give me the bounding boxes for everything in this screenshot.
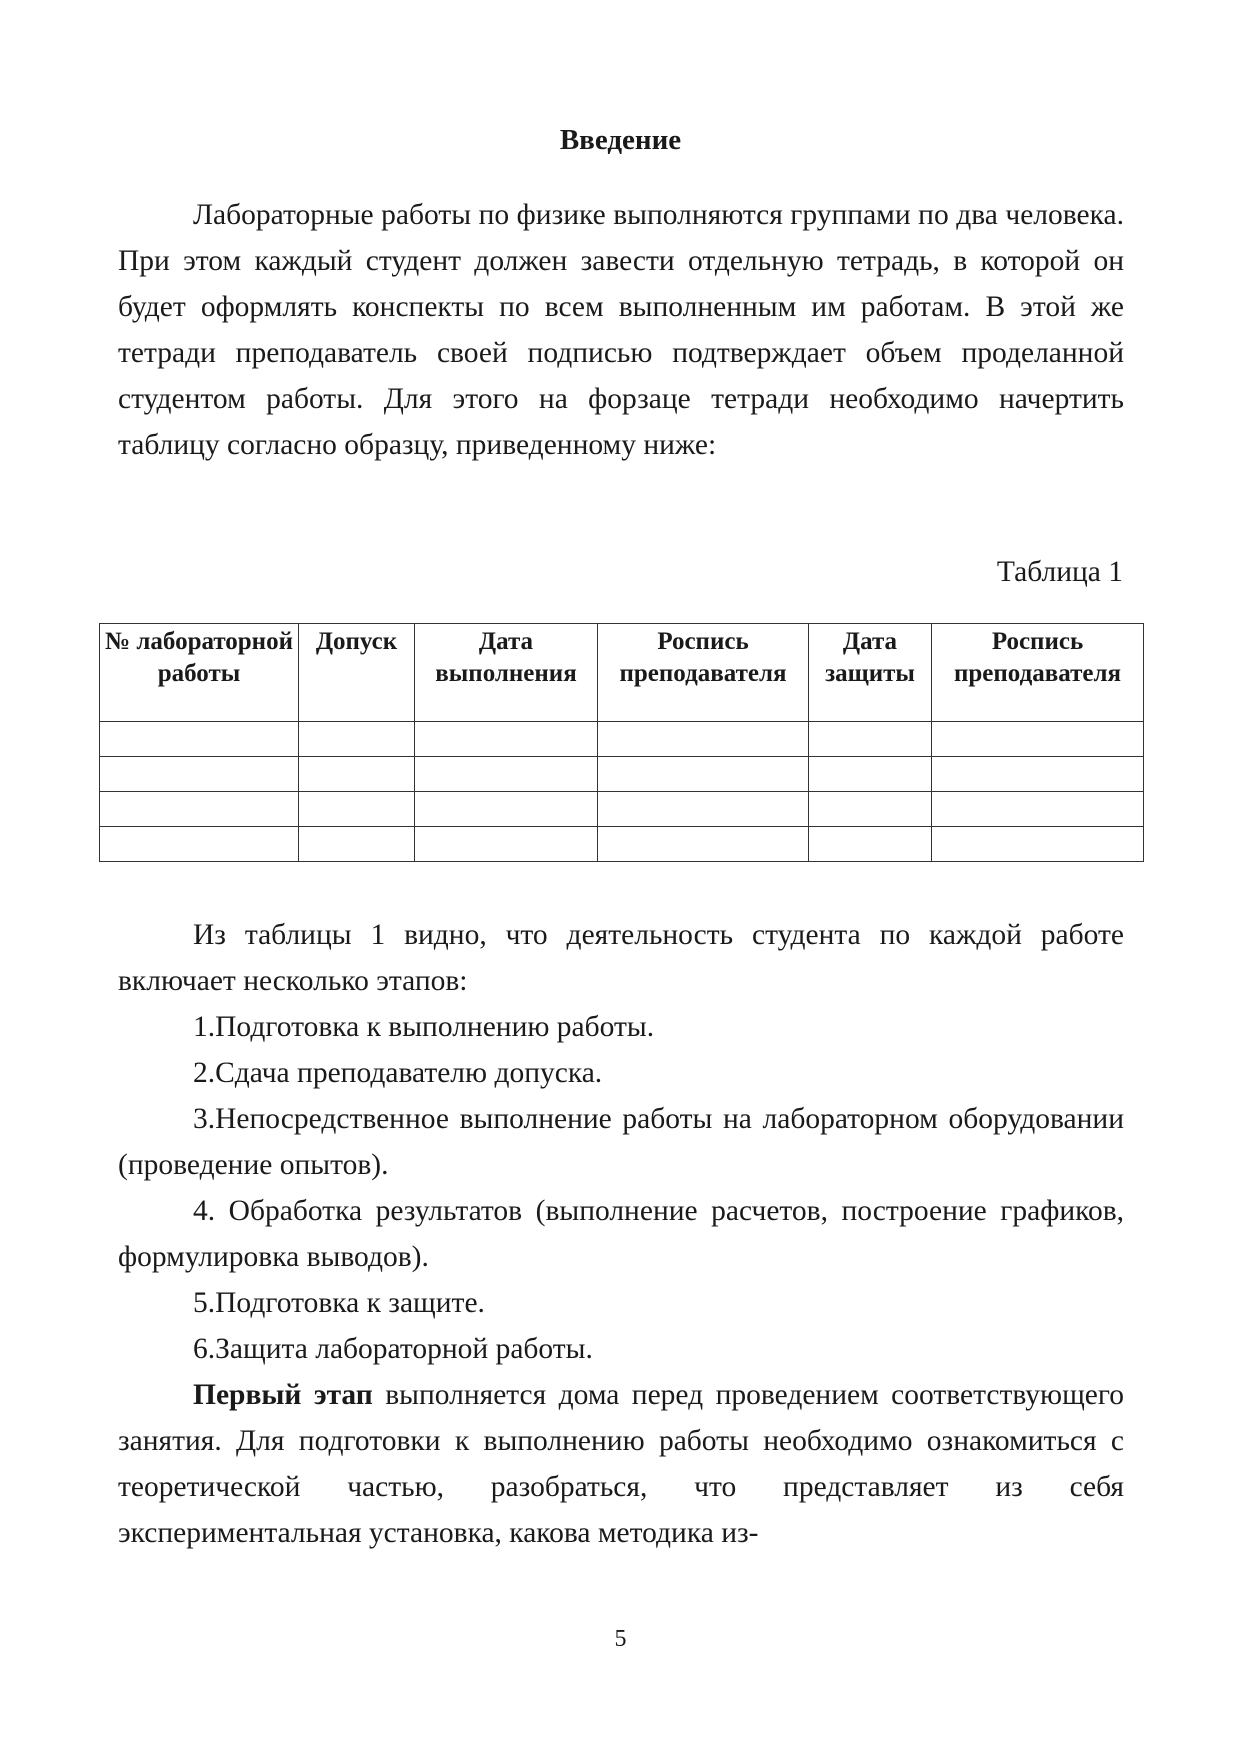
header-cell-teacher-signature-2: Роспись преподавателя: [932, 624, 1144, 722]
table-row: [100, 722, 1144, 757]
table-cell-empty: [415, 827, 598, 862]
header-cell-admission: Допуск: [299, 624, 415, 722]
header-cell-defense-date: Дата защиты: [809, 624, 932, 722]
table-header-row: [100, 624, 1144, 722]
after-table-paragraph-text: Из таблицы 1 видно, что деятельность студента по каждой работе включает несколько этапов:: [118, 919, 1124, 997]
table-cell-empty: [299, 722, 415, 757]
first-stage-lead: Первый этап: [193, 1379, 373, 1411]
table-cell-empty: [100, 792, 299, 827]
lab-record-table: [99, 623, 1144, 862]
stage-text: Подготовка к защите.: [215, 1287, 485, 1319]
header-cell-lab-number: № лабораторной работы: [100, 624, 299, 722]
stage-number: 1.: [193, 1011, 216, 1043]
table-cell-empty: [809, 792, 932, 827]
table-cell-empty: [299, 757, 415, 792]
stage-number: 4.: [193, 1195, 216, 1227]
table-cell-empty: [299, 792, 415, 827]
stage-text: Сдача преподавателю допуска.: [215, 1057, 603, 1089]
first-stage-text: выполняется дома перед проведением соответствующего занятия. Для подготовки к выполнению работы необходимо ознакомиться с теоретической частью, разобраться, что представляет из себя экспериментальная установка, какова методика из-: [118, 1379, 1124, 1549]
table-cell-empty: [598, 757, 809, 792]
stage-number: 5.: [193, 1287, 216, 1319]
table-cell-empty: [932, 827, 1144, 862]
table-row: [100, 757, 1144, 792]
stage-text: Подготовка к выполнению работы.: [215, 1011, 655, 1043]
table-cell-empty: [100, 757, 299, 792]
table-cell-empty: [100, 722, 299, 757]
stage-list-item: [118, 1096, 1124, 1188]
table-cell-empty: [932, 722, 1144, 757]
table-row: [100, 792, 1144, 827]
stage-number: 6.: [193, 1333, 216, 1365]
stage-list-item: [118, 1004, 1124, 1050]
header-cell-completion-date: Дата выполнения: [415, 624, 598, 722]
stage-text: Обработка результатов (выполнение расчетов, построение графиков, формулировка выводов).: [118, 1195, 1124, 1273]
table-cell-empty: [598, 722, 809, 757]
section-title: Введение: [559, 124, 682, 156]
intro-paragraph-text: Лабораторные работы по физике выполняются группами по два человека. При этом каждый студент должен завести отдельную тетрадь, в которой он будет оформлять конспекты по всем выполненным им работам. В этой же тетради преподаватель своей подписью подтверждает объем проделанной студентом работы. Для этого на форзаце тетради необходимо начертить таблицу согласно образцу, приведенному ниже:: [118, 199, 1124, 461]
stage-number: 2.: [193, 1057, 216, 1089]
stage-list-item: [118, 1326, 1124, 1372]
table-row: [100, 827, 1144, 862]
table-cell-empty: [299, 827, 415, 862]
stage-number: 3.: [193, 1103, 216, 1135]
table-cell-empty: [809, 827, 932, 862]
table-cell-empty: [809, 722, 932, 757]
table-body: [100, 722, 1144, 862]
table-caption: Таблица 1: [996, 556, 1123, 588]
stage-list-item: [118, 1050, 1124, 1096]
table-cell-empty: [598, 827, 809, 862]
table-cell-empty: [415, 757, 598, 792]
table-cell-empty: [415, 722, 598, 757]
table-cell-empty: [598, 792, 809, 827]
first-stage-paragraph: [118, 1372, 1124, 1556]
table-cell-empty: [809, 757, 932, 792]
header-cell-teacher-signature: Роспись преподавателя: [598, 624, 809, 722]
page-number: 5: [614, 1626, 627, 1652]
table-cell-empty: [100, 827, 299, 862]
table-cell-empty: [415, 792, 598, 827]
after-table-paragraph: [118, 912, 1124, 1004]
table-cell-empty: [932, 792, 1144, 827]
stage-text: Защита лабораторной работы.: [215, 1333, 593, 1365]
table-cell-empty: [932, 757, 1144, 792]
intro-paragraph: [118, 192, 1124, 468]
stage-list-item: [118, 1188, 1124, 1280]
stage-list-item: [118, 1280, 1124, 1326]
stage-text: Непосредственное выполнение работы на лабораторном оборудовании (проведение опытов).: [118, 1103, 1124, 1181]
